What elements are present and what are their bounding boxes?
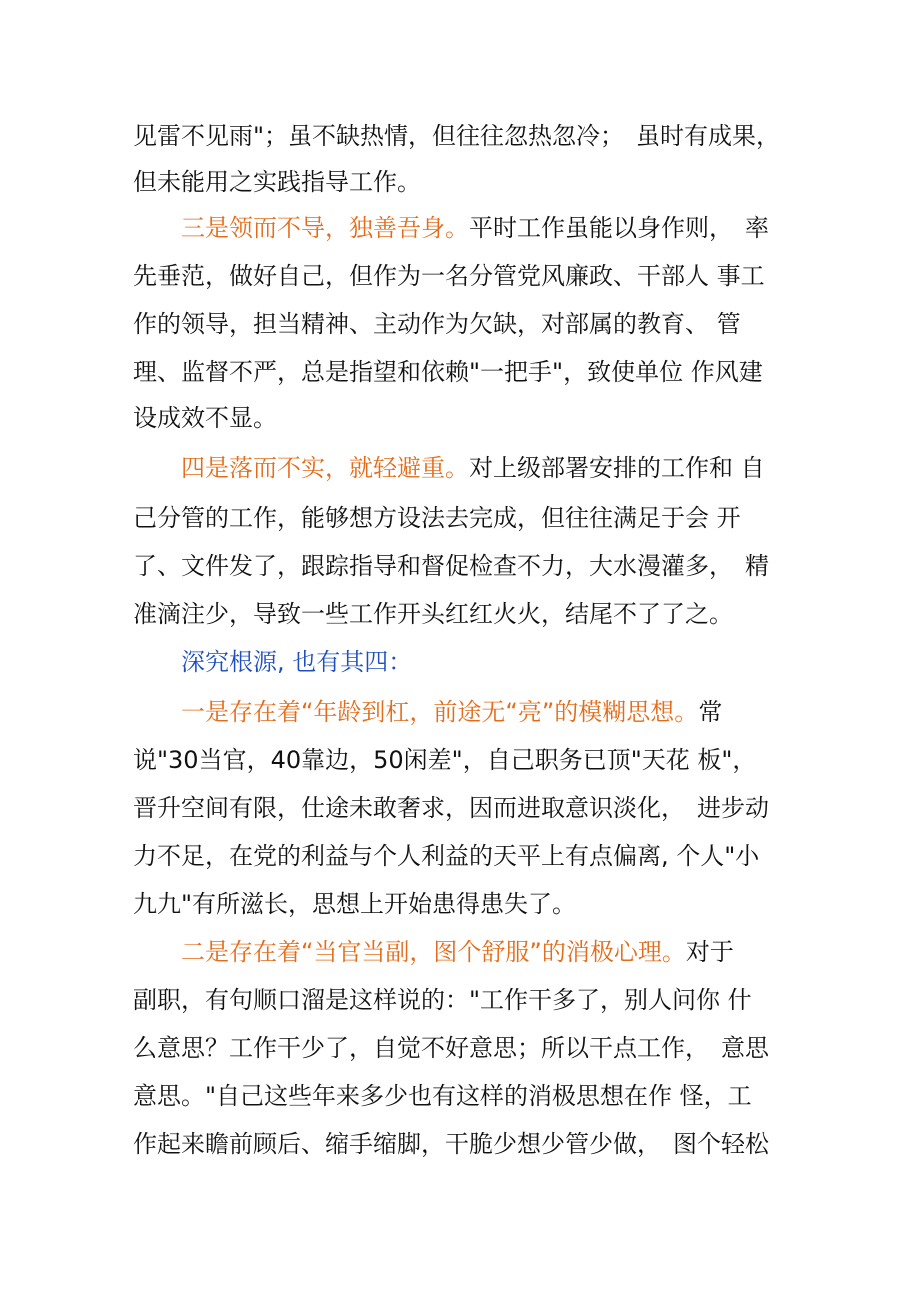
text-line: 但未能用之实践指导工作。 [133,168,421,196]
text-line: 先垂范，做好自己，但作为一名分管党风廉政、干部人 事工 [133,262,765,290]
heading-root-one: 一是存在着“年龄到杠，前途无“亮”的模糊思想。 [181,698,699,726]
text-line: 作的领导，担当精神、主动作为欠缺，对部属的教育、 管 [133,310,741,338]
text-line: 么意思？工作干少了，自觉不好意思；所以干点工作， 意思 [133,1034,769,1062]
text-line: 意思。"自己这些年来多少也有这样的消极思想在作 怪，工 [133,1082,752,1110]
text-line: 设成效不显。 [133,404,277,432]
heading-point-four: 四是落而不实，就轻避重。 [181,454,469,482]
text-line: 己分管的工作，能够想方设法去完成，但往往满足于会 开 [133,504,741,532]
text-line: 一是存在着“年龄到杠，前途无“亮”的模糊思想。常 [181,698,723,726]
text-line: 晋升空间有限，仕途未敢奢求，因而进取意识淡化， 进步动 [133,794,769,822]
heading-point-three: 三是领而不导，独善吾身。 [181,214,469,242]
text-line: 了、文件发了，跟踪指导和督促检查不力，大水漫灌多， 精 [133,552,769,580]
heading-root-two: 二是存在着“当官当副，图个舒服”的消极心理。 [181,938,686,966]
text-line: 四是落而不实，就轻避重。对上级部署安排的工作和 自 [181,454,765,482]
text-line: 作起来瞻前顾后、缩手缩脚，干脆少想少管少做， 图个轻松 [133,1130,769,1158]
text-line: 准滴注少，导致一些工作开头红红火火，结尾不了了之。 [133,600,733,628]
text-line: 理、监督不严，总是指望和依赖"一把手"，致使单位 作风建 [133,358,763,386]
text-line: 见雷不见雨"；虽不缺热情，但往往忽热忽冷； 虽时有成果， [133,122,781,150]
text-line: 九九"有所滋长，思想上开始患得患失了。 [133,890,577,918]
text-line: 力不足，在党的利益与个人利益的天平上有点偏离, 个人"小 [133,842,760,870]
text-line [181,646,823,678]
text-line: 说"30当官，40靠边，50闲差"，自己职务已顶"天花 板"， [133,746,757,774]
text-line: 二是存在着“当官当副，图个舒服”的消极心理。对于 [181,938,734,966]
text-line: 三是领而不导，独善吾身。平时工作虽能以身作则， 率 [181,214,769,242]
section-heading-roots: 深究根源, 也有其四： [181,648,413,676]
text-line: 副职，有句顺口溜是这样说的："工作干多了，别人问你 什 [133,986,752,1014]
